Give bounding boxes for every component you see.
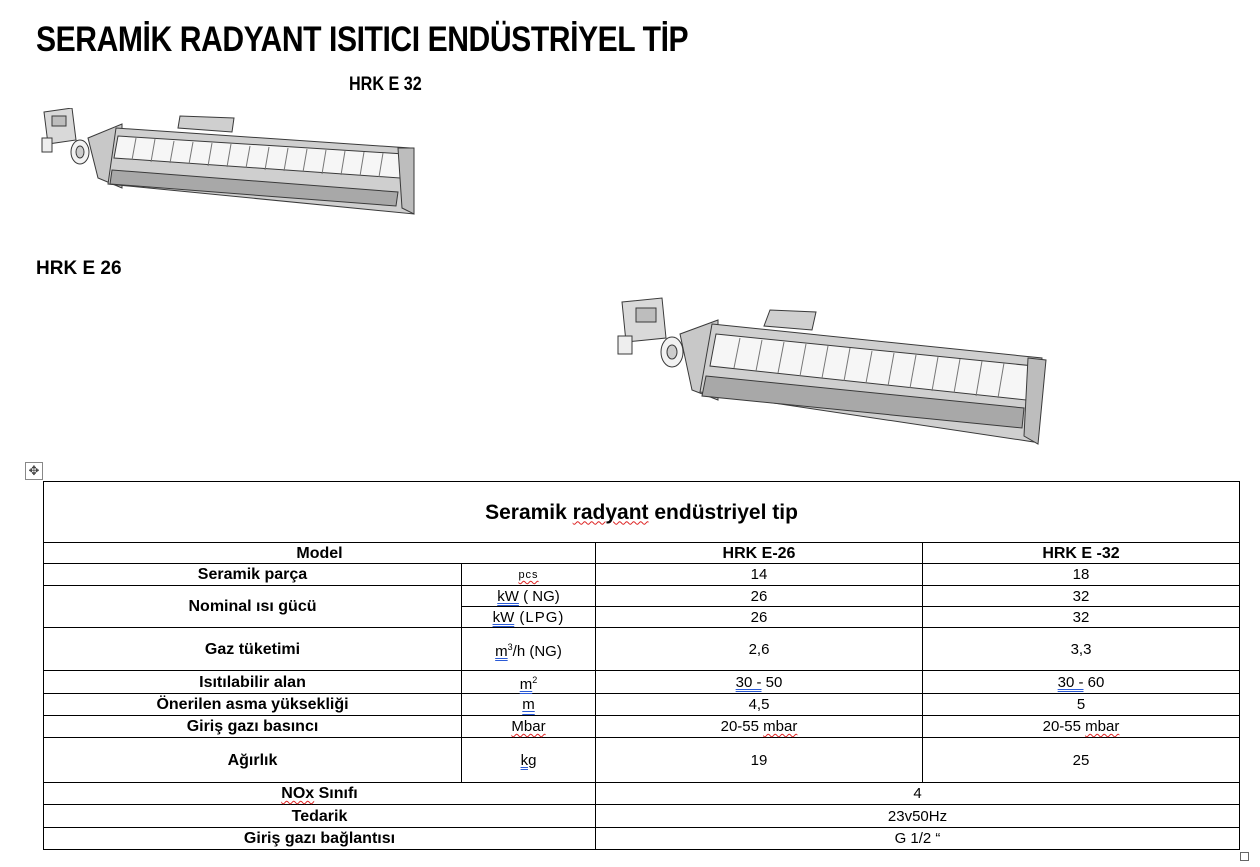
cell-value: 26 bbox=[596, 586, 923, 607]
row-label: Nominal ısı gücü bbox=[44, 586, 462, 628]
cell-value: 5 bbox=[923, 694, 1240, 716]
cell-value: 32 bbox=[923, 607, 1240, 628]
cell-value: 2,6 bbox=[596, 628, 923, 671]
cell-value: 18 bbox=[923, 564, 1240, 586]
heater-hrk-e-26-image bbox=[614, 296, 1050, 446]
table-row bbox=[44, 694, 1240, 716]
row-label: Tedarik bbox=[44, 805, 596, 828]
row-unit: pcs bbox=[462, 564, 596, 586]
header-model: Model bbox=[44, 543, 596, 564]
row-unit: kW ( NG) bbox=[462, 586, 596, 607]
row-label: Giriş gazı bağlantısı bbox=[44, 828, 596, 850]
cell-value: 20-55 mbar bbox=[596, 716, 923, 738]
table-move-handle[interactable]: ✥ bbox=[25, 462, 43, 480]
cell-value: 19 bbox=[596, 738, 923, 783]
table-row bbox=[44, 783, 1240, 805]
row-label: Ağırlık bbox=[44, 738, 462, 783]
cell-value: 20-55 mbar bbox=[923, 716, 1240, 738]
spellcheck-word: radyant bbox=[572, 500, 649, 524]
row-unit: $m^3/h$ (NG) bbox=[462, 628, 596, 671]
table-caption: Seramik radyant endüstriyel tip bbox=[44, 482, 1240, 543]
header-hrk-e-26: HRK E-26 bbox=[596, 543, 923, 564]
spec-table bbox=[43, 481, 1240, 850]
row-label: Gaz tüketimi bbox=[44, 628, 462, 671]
header-hrk-e-32: HRK E -32 bbox=[923, 543, 1240, 564]
row-label: Önerilen asma yüksekliği bbox=[44, 694, 462, 716]
page-title: SERAMİK RADYANT ISITICI ENDÜSTRİYEL TİP bbox=[36, 20, 689, 59]
heater-hrk-e-32-image bbox=[38, 108, 418, 220]
table-row bbox=[44, 671, 1240, 694]
table-caption-row bbox=[44, 482, 1240, 543]
cell-value: 25 bbox=[923, 738, 1240, 783]
table-resize-handle[interactable] bbox=[1240, 852, 1249, 861]
cell-value: 26 bbox=[596, 607, 923, 628]
row-unit: m bbox=[462, 694, 596, 716]
model-label-hrk-e-32: HRK E 32 bbox=[349, 74, 422, 95]
row-label: Giriş gazı basıncı bbox=[44, 716, 462, 738]
cell-value: 4 bbox=[596, 783, 1240, 805]
table-row bbox=[44, 564, 1240, 586]
model-label-hrk-e-26: HRK E 26 bbox=[36, 258, 122, 279]
row-unit: kW (LPG) bbox=[462, 607, 596, 628]
table-row bbox=[44, 738, 1240, 783]
cell-value: 23v50Hz bbox=[596, 805, 1240, 828]
cell-value: 30 - 60 bbox=[923, 671, 1240, 694]
table-header-row bbox=[44, 543, 1240, 564]
row-label: NOx Sınıfı bbox=[44, 783, 596, 805]
cell-value: 30 - 50 bbox=[596, 671, 923, 694]
cell-value: 14 bbox=[596, 564, 923, 586]
table-row bbox=[44, 716, 1240, 738]
cell-value: 32 bbox=[923, 586, 1240, 607]
table-row bbox=[44, 828, 1240, 850]
cell-value: 3,3 bbox=[923, 628, 1240, 671]
row-unit: $m^2$ bbox=[462, 671, 596, 694]
table-row bbox=[44, 805, 1240, 828]
row-label: Isıtılabilir alan bbox=[44, 671, 462, 694]
row-unit: kg bbox=[462, 738, 596, 783]
cell-value: G 1/2 “ bbox=[596, 828, 1240, 850]
row-unit: Mbar bbox=[462, 716, 596, 738]
row-label: Seramik parça bbox=[44, 564, 462, 586]
table-row bbox=[44, 586, 1240, 607]
cell-value: 4,5 bbox=[596, 694, 923, 716]
table-row bbox=[44, 628, 1240, 671]
